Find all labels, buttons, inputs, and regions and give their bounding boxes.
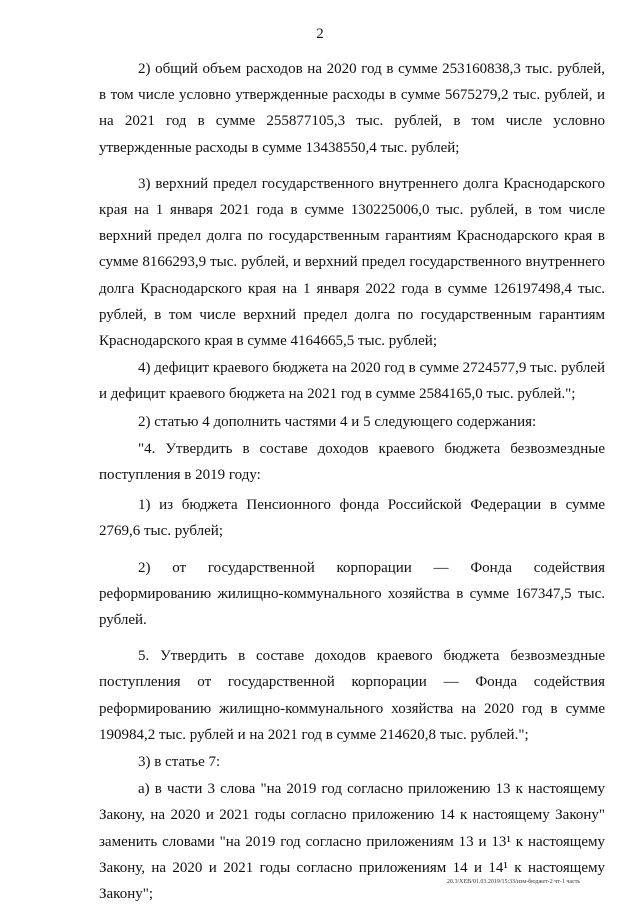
document-body [99,56,605,907]
paragraph-housing-fund: 2) от государственной корпорации — Фонда содействия реформированию жилищно-коммунального хозяйства в сумме 167347,5 тыс. рублей. [99,559,605,629]
page-number: 2 [316,26,324,42]
paragraph-article-7: 3) в статье 7: [138,754,221,771]
paragraph-article-4: 2) статью 4 дополнить частями 4 и 5 следующего содержания: [138,413,537,430]
paragraph-budget-deficit: 4) дефицит краевого бюджета на 2020 год в сумме 2724577,9 тыс. рублей и дефицит краевого бюджета на 2021 год в сумме 2584165,0 тыс. рублей."; [99,360,605,403]
paragraph-part-5: 5. Утвердить в составе доходов краевого бюджета безвозмездные поступления от государственной корпорации — Фонда содействия реформированию жилищно-коммунального хозяйства на 2020 год в сумме 190984,2 тыс. рублей и на 2021 год в сумме 214620,8 тыс. рублей."; [99,648,605,743]
paragraph-total-expenses: 2) общий объем расходов на 2020 год в сумме 253160838,3 тыс. рублей, в том числе условно утвержденные расходы в сумме 5675279,2 тыс. рублей, и на 2021 год в сумме 255877105,3 тыс. рублей, в том числе условно утвержденные расходы в сумме 13438550,4 тыс. рублей; [99,61,605,156]
paragraph-pension-fund: 1) из бюджета Пенсионного фонда Российской Федерации в сумме 2769,6 тыс. рублей; [99,497,605,540]
paragraph-article-7-part-3: а) в части 3 слова "на 2019 год согласно приложению 13 к настоящему Закону, на 2020 и 2021 годы согласно приложению 14 к настоящему Закону" заменить словами "на 2019 год согласно приложениям 13 и 13¹ к настоящему Закону, на 2020 и 2021 годы согласно приложениям 14 и 14¹ к настоящему Закону"; [99,781,605,903]
paragraph-debt-limit: 3) верхний предел государственного внутреннего долга Краснодарского края на 1 января 2021 года в сумме 130225006,0 тыс. рублей, в том числе верхний предел долга по государственным гарантиям Краснодарского края в сумме 8166293,9 тыс. рублей, и верхний предел государственного внутреннего долга Краснодарского края на 1 января 2022 года в сумме 126197498,4 тыс. рублей, в том числе верхний предел долга по государственным гарантиям Краснодарского края в сумме 4164665,5 тыс. рублей; [99,175,605,350]
document-footer: 20.3/ХЕВ/01.03.2019/15:33/изм-бюджет-2 чт-1 часть [447,879,581,885]
paragraph-part-4: "4. Утвердить в составе доходов краевого бюджета безвозмездные поступления в 2019 году: [99,440,605,484]
